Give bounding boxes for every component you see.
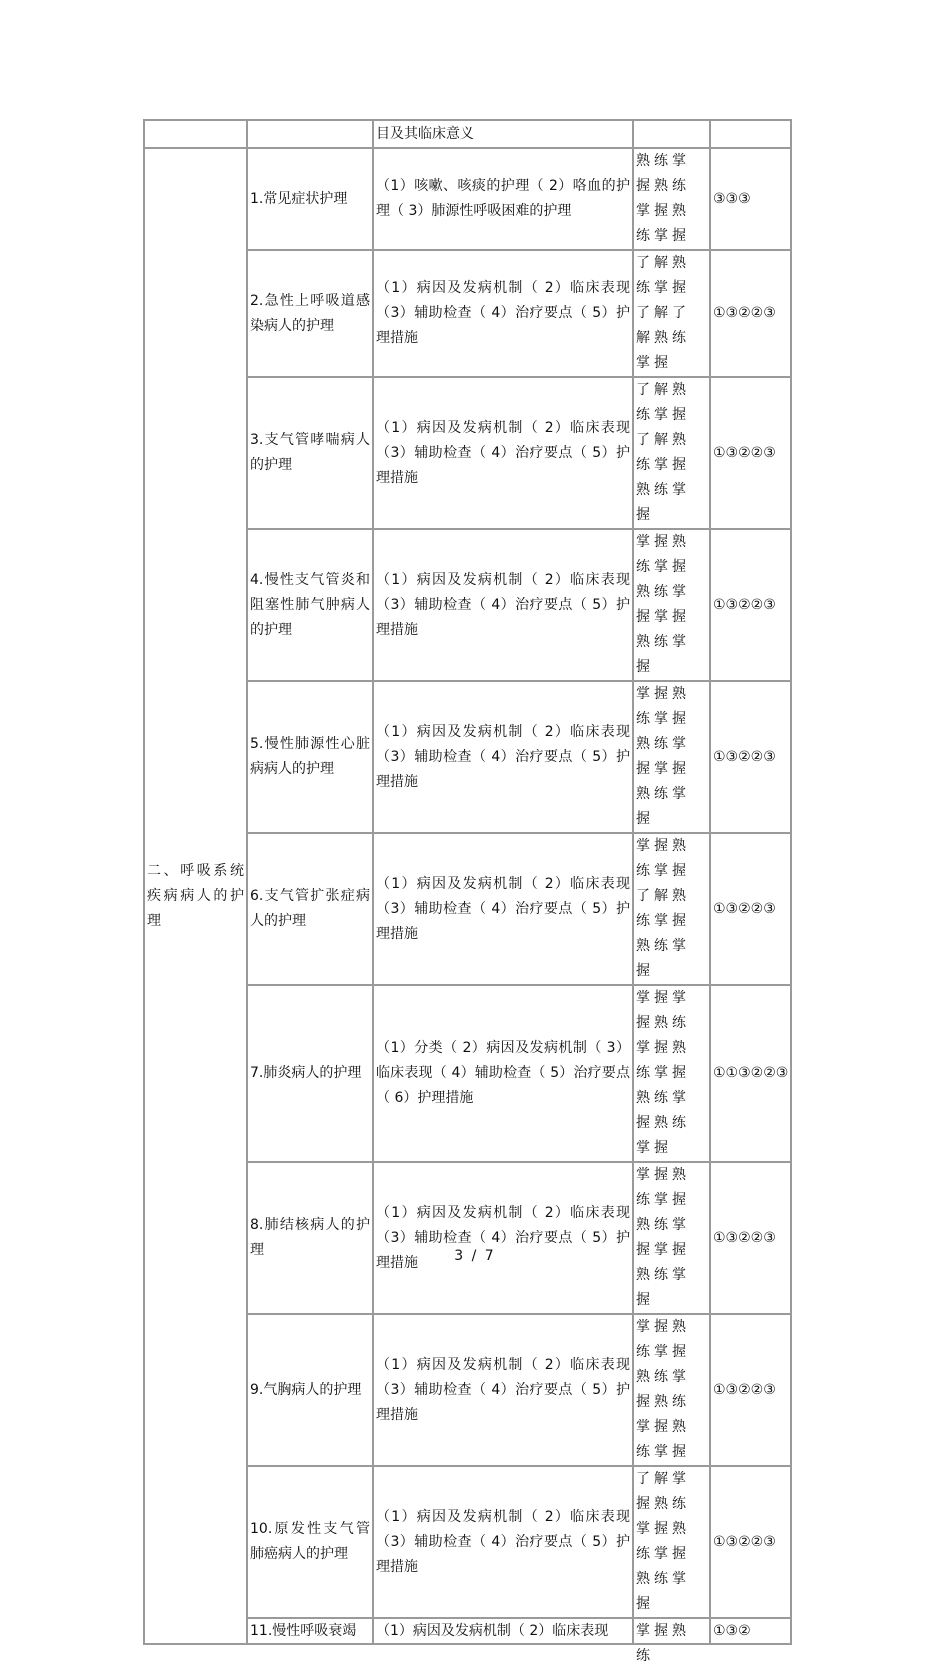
table-cell bbox=[711, 121, 792, 149]
code-cell: ①③②②③ bbox=[711, 682, 792, 834]
section-cell: 二、呼吸系统疾病病人的护理 bbox=[145, 149, 248, 1645]
code-cell: ①③②②③ bbox=[711, 834, 792, 986]
level-cell: 掌握熟练掌握了解熟练掌握熟练掌握 bbox=[634, 834, 711, 986]
topic-cell: 1.常见症状护理 bbox=[248, 149, 374, 251]
code-cell: ①③②②③ bbox=[711, 1467, 792, 1619]
code-cell: ①③②②③ bbox=[711, 378, 792, 530]
topic-cell: 11.慢性呼吸衰竭 bbox=[248, 1619, 374, 1645]
content-cell: （1）病因及发病机制（ 2）临床表现（3）辅助检查（ 4）治疗要点（ 5）护理措施 bbox=[374, 682, 634, 834]
code-cell: ①③②②③ bbox=[711, 1163, 792, 1315]
level-cell: 掌握掌握熟练掌握熟练掌握熟练掌握熟练掌握 bbox=[634, 986, 711, 1163]
level-cell: 掌握熟练 bbox=[634, 1619, 711, 1645]
topic-cell: 3.支气管哮喘病人的护理 bbox=[248, 378, 374, 530]
syllabus-table bbox=[143, 119, 792, 1664]
page-number: 3 / 7 bbox=[454, 1248, 496, 1264]
level-cell: 了解掌握熟练掌握熟练掌握熟练掌握 bbox=[634, 1467, 711, 1619]
topic-cell: 5.慢性肺源性心脏病病人的护理 bbox=[248, 682, 374, 834]
code-cell: ①③②②③ bbox=[711, 530, 792, 682]
level-cell: 熟练掌握熟练掌握熟练掌握 bbox=[634, 149, 711, 251]
table-row bbox=[145, 121, 792, 149]
level-cell: 掌握熟练掌握熟练掌握熟练掌握熟练掌握 bbox=[634, 1315, 711, 1467]
topic-cell: 8.肺结核病人的护理 bbox=[248, 1163, 374, 1315]
code-cell: ③③③ bbox=[711, 149, 792, 251]
table-cell bbox=[634, 121, 711, 149]
table-row bbox=[145, 149, 792, 251]
level-cell: 了解熟练掌握了解熟练掌握熟练掌握 bbox=[634, 378, 711, 530]
table-cell bbox=[145, 121, 248, 149]
content-cell: （1）病因及发病机制（ 2）临床表现（3）辅助检查（ 4）治疗要点（ 5）护理措施 bbox=[374, 834, 634, 986]
level-cell: 了解熟练掌握了解了解熟练掌握 bbox=[634, 251, 711, 378]
content-cell: （1）病因及发病机制（ 2）临床表现（3）辅助检查（ 4）治疗要点（ 5）护理措施 bbox=[374, 1467, 634, 1619]
content-cell: （1）病因及发病机制（ 2）临床表现 bbox=[374, 1619, 634, 1645]
topic-cell: 7.肺炎病人的护理 bbox=[248, 986, 374, 1163]
content-cell: （1）分类（ 2）病因及发病机制（ 3）临床表现（ 4）辅助检查（ 5）治疗要点（ 6）护理措施 bbox=[374, 986, 634, 1163]
content-cell: （1）病因及发病机制（ 2）临床表现（3）辅助检查（ 4）治疗要点（ 5）护理措施 bbox=[374, 378, 634, 530]
level-cell: 掌握熟练掌握熟练掌握掌握熟练掌握 bbox=[634, 1163, 711, 1315]
topic-cell: 2.急性上呼吸道感染病人的护理 bbox=[248, 251, 374, 378]
topic-cell: 10.原发性支气管肺癌病人的护理 bbox=[248, 1467, 374, 1619]
code-cell: ①③② bbox=[711, 1619, 792, 1645]
code-cell: ①③②②③ bbox=[711, 251, 792, 378]
content-cell: （1）病因及发病机制（ 2）临床表现（3）辅助检查（ 4）治疗要点（ 5）护理措施 bbox=[374, 1315, 634, 1467]
content-cell: 目及其临床意义 bbox=[374, 121, 634, 149]
code-cell: ①③②②③ bbox=[711, 1315, 792, 1467]
content-cell: （1）病因及发病机制（ 2）临床表现（3）辅助检查（ 4）治疗要点（ 5）护理措施 bbox=[374, 1163, 634, 1315]
level-cell: 掌握熟练掌握熟练掌握掌握熟练掌握 bbox=[634, 530, 711, 682]
code-cell: ①①③②②③ bbox=[711, 986, 792, 1163]
level-cell: 掌握熟练掌握熟练掌握掌握熟练掌握 bbox=[634, 682, 711, 834]
content-cell: （1）病因及发病机制（ 2）临床表现（3）辅助检查（ 4）治疗要点（ 5）护理措施 bbox=[374, 530, 634, 682]
topic-cell: 4.慢性支气管炎和阻塞性肺气肿病人的护理 bbox=[248, 530, 374, 682]
content-cell: （1）咳嗽、咳痰的护理（ 2）咯血的护理（ 3）肺源性呼吸困难的护理 bbox=[374, 149, 634, 251]
topic-cell: 6.支气管扩张症病人的护理 bbox=[248, 834, 374, 986]
table-cell bbox=[248, 121, 374, 149]
content-cell: （1）病因及发病机制（ 2）临床表现（3）辅助检查（ 4）治疗要点（ 5）护理措施 bbox=[374, 251, 634, 378]
topic-cell: 9.气胸病人的护理 bbox=[248, 1315, 374, 1467]
